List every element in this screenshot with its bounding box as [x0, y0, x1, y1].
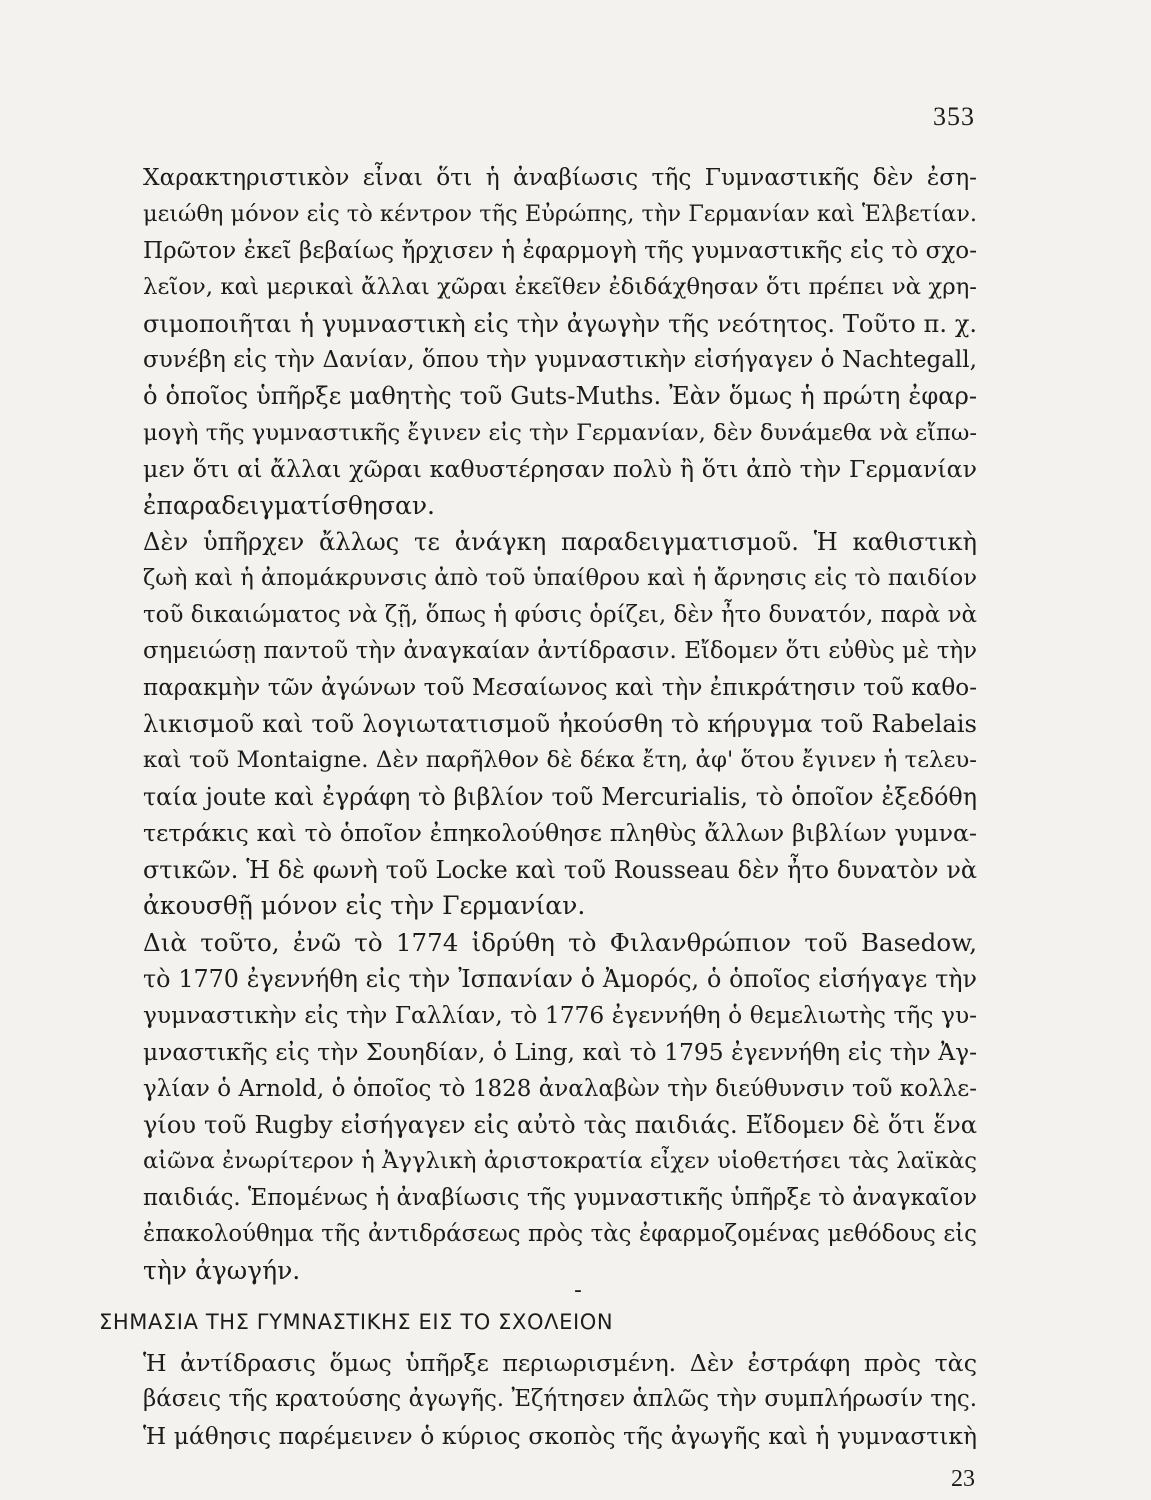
text-line: καὶ τοῦ Montaigne. Δὲν παρῆλθον δὲ δέκα ἔτη, ἀφ' ὅτου ἔγινεν ἡ τελευ- [143, 747, 977, 774]
text-line: μναστικῆς εἰς τὴν Σουηδίαν, ὁ Ling, καὶ τὸ 1795 ἐγεννήθη εἰς τὴν Ἀγ- [143, 1038, 977, 1067]
text-line: ἀκουσθῇ μόνον εἰς τὴν Γερμανίαν. [143, 891, 586, 921]
text-line: γίου τοῦ Rugby εἰσήγαγεν εἰς αὐτὸ τὰς παιδιάς. Εἴδομεν δὲ ὅτι ἕνα [143, 1111, 977, 1140]
paragraph-3 [97, 925, 977, 1289]
paragraph-1 [97, 160, 977, 524]
text-line: μειώθη μόνον εἰς τὸ κέντρον τῆς Εὐρώπης, τὴν Γερμανίαν καὶ Ἑλβετίαν. [143, 201, 978, 228]
text-line: Διὰ τοῦτο, ἐνῶ τὸ 1774 ἱδρύθη τὸ Φιλανθρώπιον τοῦ Basedow, [143, 928, 977, 957]
text-line: ταία joute καὶ ἐγράφη τὸ βιβλίον τοῦ Mercurialis, τὸ ὁποῖον ἐξεδόθη [143, 782, 977, 811]
text-line: αἰῶνα ἐνωρίτερον ἡ Ἀγγλικὴ ἀριστοκρατία εἶχεν υἱοθετήσει τὰς λαϊκὰς [143, 1148, 977, 1175]
text-line: παιδιάς. Ἑπομένως ἡ ἀναβίωσις τῆς γυμναστικῆς ὑπῆρξε τὸ ἀναγκαῖον [143, 1184, 977, 1211]
text-line: ὁ ὁποῖος ὑπῆρξε μαθητὴς τοῦ Guts-Muths. Ἐὰν ὅμως ἡ πρώτη ἐφαρ- [143, 382, 977, 411]
text-line: μογὴ τῆς γυμναστικῆς ἔγινεν εἰς τὴν Γερμανίαν, δὲν δυνάμεθα νὰ εἴπω- [143, 419, 977, 446]
text-line: στικῶν. Ἡ δὲ φωνὴ τοῦ Locke καὶ τοῦ Rousseau δὲν ἦτο δυνατὸν νὰ [143, 855, 977, 884]
text-line: ζωὴ καὶ ἡ ἀπομάκρυνσις ἀπὸ τοῦ ὑπαίθρου καὶ ἡ ἄρνησις εἰς τὸ παιδίον [143, 565, 977, 592]
text-line: παρακμὴν τῶν ἀγώνων τοῦ Μεσαίωνος καὶ τὴν ἐπικράτησιν τοῦ καθο- [143, 674, 977, 701]
paragraph-lines [97, 160, 977, 524]
text-line: Δὲν ὑπῆρχεν ἄλλως τε ἀνάγκη παραδειγματισμοῦ. Ἡ καθιστικὴ [143, 528, 977, 556]
text-line: συνέβη εἰς τὴν Δανίαν, ὅπου τὴν γυμναστικὴν εἰσήγαγεν ὁ Nachtegall, [143, 347, 977, 374]
text-line: Ἡ ἀντίδρασις ὅμως ὑπῆρξε περιωρισμένη. Δὲν ἐστράφη πρὸς τὰς [143, 1349, 977, 1377]
text-line: γλίαν ὁ Arnold, ὁ ὁποῖος τὸ 1828 ἀναλαβὼν τὴν διεύθυνσιν τοῦ κολλε- [143, 1075, 977, 1102]
text-line: Ἡ μάθησις παρέμεινεν ὁ κύριος σκοπὸς τῆς ἀγωγῆς καὶ ἡ γυμναστικὴ [143, 1421, 977, 1450]
paragraph-lines [97, 524, 977, 924]
text-line: τοῦ δικαιώματος νὰ ζῇ, ὅπως ἡ φύσις ὁρίζει, δὲν ἦτο δυνατόν, παρὰ νὰ [143, 601, 977, 628]
text-line: λεῖον, καὶ μερικαὶ ἄλλαι χῶραι ἐκεῖθεν ἐδιδάχθησαν ὅτι πρέπει νὰ χρη- [143, 274, 977, 301]
text-line: σημειώσῃ παντοῦ τὴν ἀναγκαίαν ἀντίδρασιν. Εἴδομεν ὅτι εὐθὺς μὲ τὴν [143, 638, 977, 665]
page-number: 353 [933, 102, 975, 131]
text-line: γυμναστικὴν εἰς τὴν Γαλλίαν, τὸ 1776 ἐγεννήθη ὁ θεμελιωτὴς τῆς γυ- [143, 1001, 977, 1029]
signature-number: 23 [951, 1466, 975, 1492]
text-line: Πρῶτον ἐκεῖ βεβαίως ἤρχισεν ἡ ἐφαρμογὴ τῆς γυμναστικῆς εἰς τὸ σχο- [143, 237, 977, 264]
text-line: ἐπαραδειγματίσθησαν. [143, 490, 436, 520]
text-line: τὴν ἀγωγήν. [143, 1255, 301, 1285]
paragraph-lines [97, 925, 977, 1289]
paragraph-2 [97, 524, 977, 924]
section-divider: - [574, 1278, 582, 1303]
paragraph-4 [97, 1345, 977, 1454]
text-line: βάσεις τῆς κρατούσης ἀγωγῆς. Ἐζήτησεν ἁπλῶς τὴν συμπλήρωσίν της. [143, 1386, 977, 1413]
text-line: τὸ 1770 ἐγεννήθη εἰς τὴν Ἰσπανίαν ὁ Ἀμορός, ὁ ὁποῖος εἰσήγαγε τὴν [143, 965, 977, 994]
text-line: μεν ὅτι αἱ ἄλλαι χῶραι καθυστέρησαν πολὺ ἢ ὅτι ἀπὸ τὴν Γερμανίαν [143, 455, 977, 484]
text-line: τετράκις καὶ τὸ ὁποῖον ἐπηκολούθησε πληθὺς ἄλλων βιβλίων γυμνα- [143, 819, 977, 848]
text-line: λικισμοῦ καὶ τοῦ λογιωτατισμοῦ ἠκούσθη τὸ κήρυγμα τοῦ Rabelais [143, 709, 977, 739]
paragraph-lines [97, 1345, 977, 1454]
text-line: Χαρακτηριστικὸν εἶναι ὅτι ἡ ἀναβίωσις τῆς Γυμναστικῆς δὲν ἐση- [143, 164, 977, 191]
section-heading: ΣΗΜΑΣΙΑ ΤΗΣ ΓΥΜΝΑΣΤΙΚΗΣ ΕΙΣ ΤΟ ΣΧΟΛΕΙΟΝ [99, 1310, 614, 1334]
text-line: ἐπακολούθημα τῆς ἀντιδράσεως πρὸς τὰς ἐφαρμοζομένας μεθόδους εἰς [143, 1221, 977, 1248]
text-line: σιμοποιῆται ἡ γυμναστικὴ εἰς τὴν ἀγωγὴν τῆς νεότητος. Τοῦτο π. χ. [143, 309, 977, 338]
